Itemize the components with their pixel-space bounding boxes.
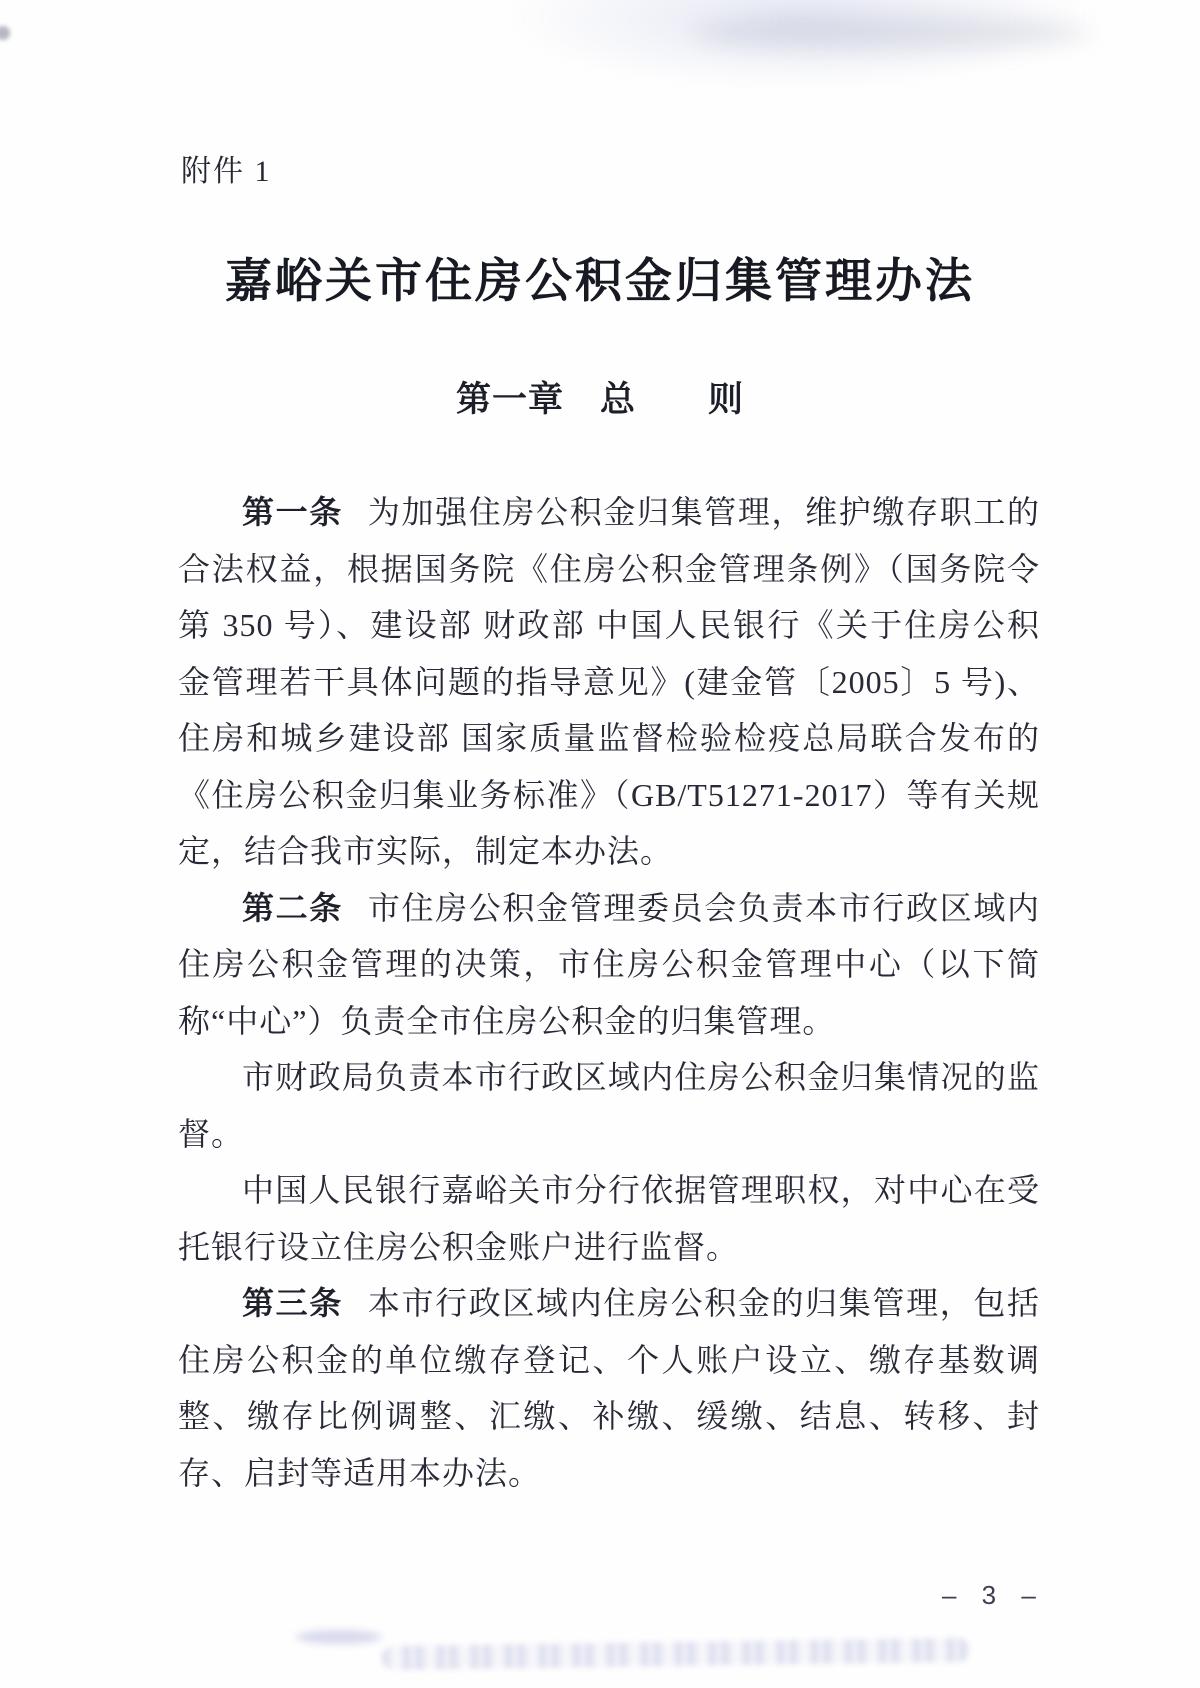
scan-corner-mark: [0, 26, 10, 40]
article-1-number: 第一条: [242, 494, 343, 530]
article-1-text: 为加强住房公积金归集管理，维护缴存职工的合法权益，根据国务院《住房公积金管理条例》（国务院令第 350 号）、建设部 财政部 中国人民银行《关于住房公积金管理若干具体问题的指导意见》(建金管〔2005〕5 号)、住房和城乡建设部 国家质量监督检验检疫总局联合发布的《住房公积金归集业务标准》（GB/T51271-2017）等有关规定，结合我市实际，制定本办法。: [178, 494, 1040, 869]
article-2-cont-1-text: 市财政局负责本市行政区域内住房公积金归集情况的监督。: [178, 1059, 1040, 1152]
scan-smudge-top-band: [690, 16, 1090, 50]
paragraph-article-3: [178, 1275, 1040, 1501]
article-3-text: 本市行政区域内住房公积金的归集管理，包括住房公积金的单位缴存登记、个人账户设立、缴存基数调整、缴存比例调整、汇缴、补缴、缓缴、结息、转移、封存、启封等适用本办法。: [178, 1285, 1040, 1491]
paragraph-article-1: [178, 484, 1040, 880]
article-2-cont-2-text: 中国人民银行嘉峪关市分行依据管理职权，对中心在受托银行设立住房公积金账户进行监督。: [178, 1172, 1040, 1265]
scan-smudge-bottom-dot: [296, 1630, 382, 1644]
paragraph-article-2-cont-2: [178, 1162, 1040, 1275]
document-title: 嘉峪关市住房公积金归集管理办法: [225, 256, 975, 308]
attachment-label: 附件 1: [181, 155, 272, 188]
chapter-heading: 第一章 总 则: [455, 380, 744, 419]
scan-smudge-top: [500, 0, 1090, 90]
scan-smudge-bottom: [382, 1638, 970, 1670]
paragraph-article-2: [178, 880, 1040, 1050]
paragraph-article-2-cont-1: [178, 1049, 1040, 1162]
article-2-number: 第二条: [242, 889, 343, 926]
article-3-number: 第三条: [242, 1285, 343, 1321]
page-number: – 3 –: [942, 1580, 1045, 1610]
article-2-text: 市住房公积金管理委员会负责本市行政区域内住房公积金管理的决策，市住房公积金管理中心（以下简称“中心”）负责全市住房公积金的归集管理。: [178, 889, 1040, 1039]
document-body: [178, 484, 1040, 1501]
